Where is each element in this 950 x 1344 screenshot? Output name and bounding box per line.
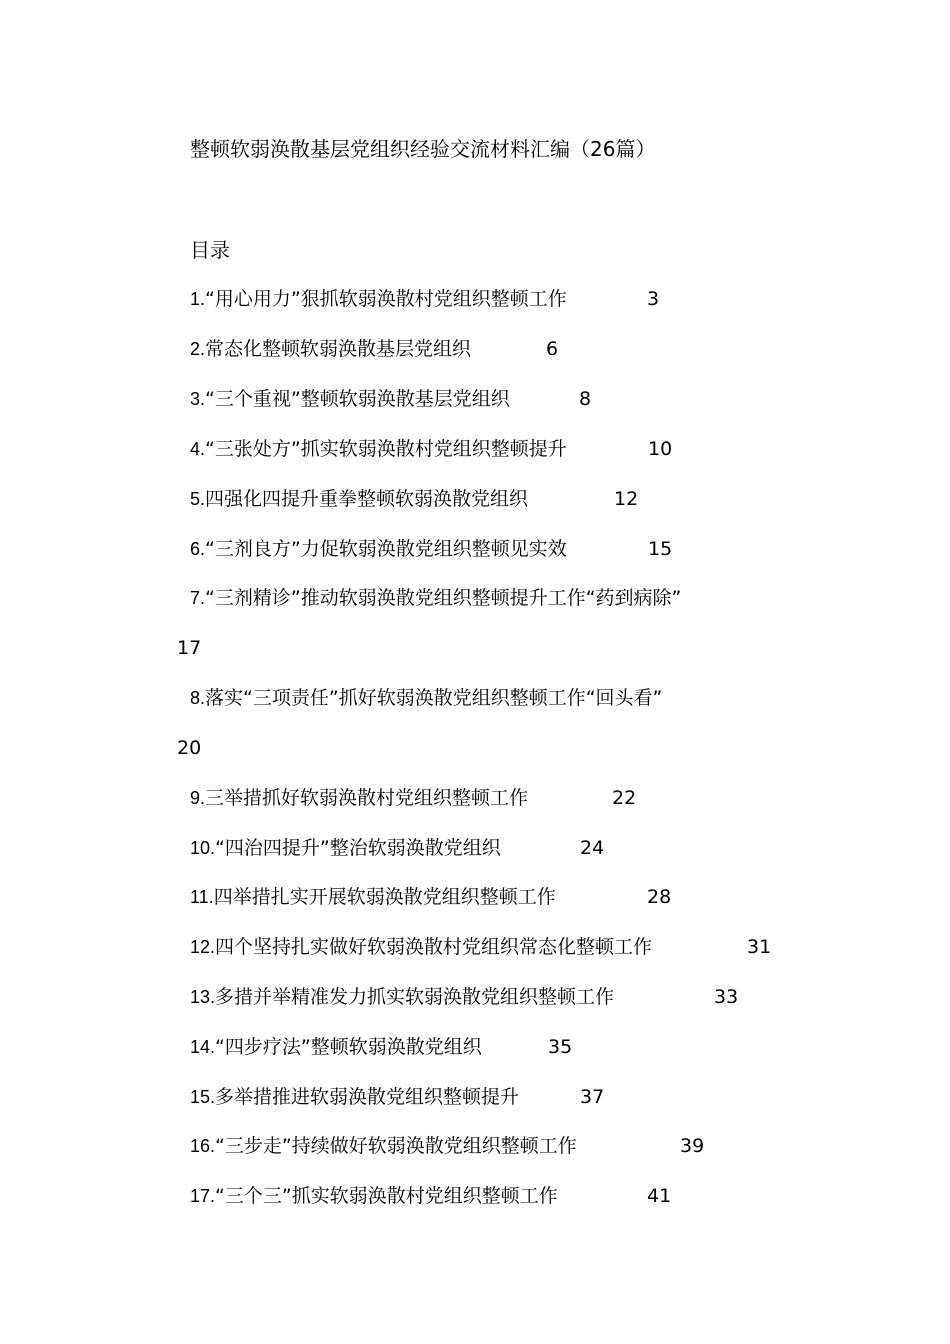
toc-entry-title: “三剂精诊”推动软弱涣散党组织整顿提升工作“药到病除”	[205, 587, 682, 609]
toc-entry-title: “用心用力”狠抓软弱涣散村党组织整顿工作	[205, 288, 567, 310]
toc-entry-page: 39	[680, 1135, 705, 1157]
toc-entry-page: 15	[648, 538, 673, 560]
toc-entry	[190, 435, 567, 463]
toc-entry	[190, 784, 528, 812]
toc-entry-title: “三个重视”整顿软弱涣散基层党组织	[205, 388, 510, 410]
toc-entry-number: 6.	[190, 539, 206, 559]
toc-entry	[190, 584, 681, 612]
toc-entry-title: 三举措抓好软弱涣散村党组织整顿工作	[205, 787, 529, 809]
toc-entry-page: 10	[648, 438, 673, 460]
toc-entry-title: “四治四提升”整治软弱涣散党组织	[215, 837, 501, 859]
toc-entry	[190, 1083, 519, 1111]
toc-entry	[190, 1182, 558, 1210]
toc-entry-page: 8	[579, 388, 592, 410]
toc-entry-number: 12.	[190, 937, 216, 957]
toc-entry-number: 5.	[190, 489, 206, 509]
toc-entry-page: 31	[747, 936, 772, 958]
toc-entry-number: 8.	[190, 688, 206, 708]
toc-entry-title: “三步走”持续做好软弱涣散党组织整顿工作	[215, 1135, 577, 1157]
toc-entry-page: 24	[580, 837, 605, 859]
toc-entry-title: 四个坚持扎实做好软弱涣散村党组织常态化整顿工作	[215, 936, 653, 958]
toc-entry	[190, 834, 501, 862]
toc-entry	[190, 285, 567, 313]
toc-entry-number: 3.	[190, 389, 206, 409]
toc-entry-number: 17.	[190, 1186, 216, 1206]
toc-entry-title: “三个三”抓实软弱涣散村党组织整顿工作	[215, 1185, 558, 1207]
toc-entry-number: 11.	[190, 887, 214, 907]
toc-entry-number: 2.	[190, 339, 206, 359]
toc-entry	[190, 385, 510, 413]
toc-entry-number: 16.	[190, 1136, 216, 1156]
toc-entry-title: “三张处方”抓实软弱涣散村党组织整顿提升	[205, 438, 567, 460]
toc-entry-title: 常态化整顿软弱涣散基层党组织	[205, 338, 472, 360]
toc-entry-page: 12	[614, 488, 639, 510]
toc-entry-number: 7.	[190, 588, 206, 608]
toc-entry-page: 35	[548, 1036, 573, 1058]
toc-entry	[190, 535, 567, 563]
toc-entry-title: 落实“三项责任”抓好软弱涣散党组织整顿工作“回头看”	[205, 687, 663, 709]
toc-entry-title: 四强化四提升重拳整顿软弱涣散党组织	[205, 488, 529, 510]
toc-entry-title: “三剂良方”力促软弱涣散党组织整顿见实效	[205, 538, 567, 560]
toc-entry-page: 41	[647, 1185, 672, 1207]
toc-entry-title: 四举措扎实开展软弱涣散党组织整顿工作	[213, 886, 556, 908]
toc-entry-number: 13.	[190, 987, 216, 1007]
toc-entry	[190, 684, 662, 712]
toc-entry-page: 6	[546, 338, 559, 360]
toc-entry	[190, 983, 614, 1011]
toc-entry	[190, 335, 471, 363]
toc-entry	[190, 1132, 577, 1160]
toc-entry	[190, 485, 528, 513]
toc-entry-number: 15.	[190, 1087, 216, 1107]
toc-entry-page: 20	[177, 737, 202, 759]
toc-entry	[190, 1033, 482, 1061]
toc-entry-page: 3	[647, 288, 660, 310]
toc-entry-page: 37	[580, 1086, 605, 1108]
toc-entry-number: 1.	[190, 289, 206, 309]
toc-entry-page: 22	[612, 787, 637, 809]
toc-entry-title: 多举措推进软弱涣散党组织整顿提升	[215, 1086, 520, 1108]
toc-entry-page: 28	[647, 886, 672, 908]
toc-entry-page: 33	[714, 986, 739, 1008]
toc-entry-number: 9.	[190, 788, 206, 808]
toc-entry-number: 4.	[190, 439, 206, 459]
document-title: 整顿软弱涣散基层党组织经验交流材料汇编（26篇）	[190, 137, 656, 161]
toc-entry-title: 多措并举精准发力抓实软弱涣散党组织整顿工作	[215, 986, 615, 1008]
toc-heading: 目录	[190, 238, 230, 262]
toc-entry-number: 14.	[190, 1037, 216, 1057]
toc-entry	[190, 933, 652, 961]
toc-entry-title: “四步疗法”整顿软弱涣散党组织	[215, 1036, 482, 1058]
toc-entry-number: 10.	[190, 838, 216, 858]
toc-entry-page: 17	[177, 637, 202, 659]
toc-entry	[190, 883, 556, 911]
